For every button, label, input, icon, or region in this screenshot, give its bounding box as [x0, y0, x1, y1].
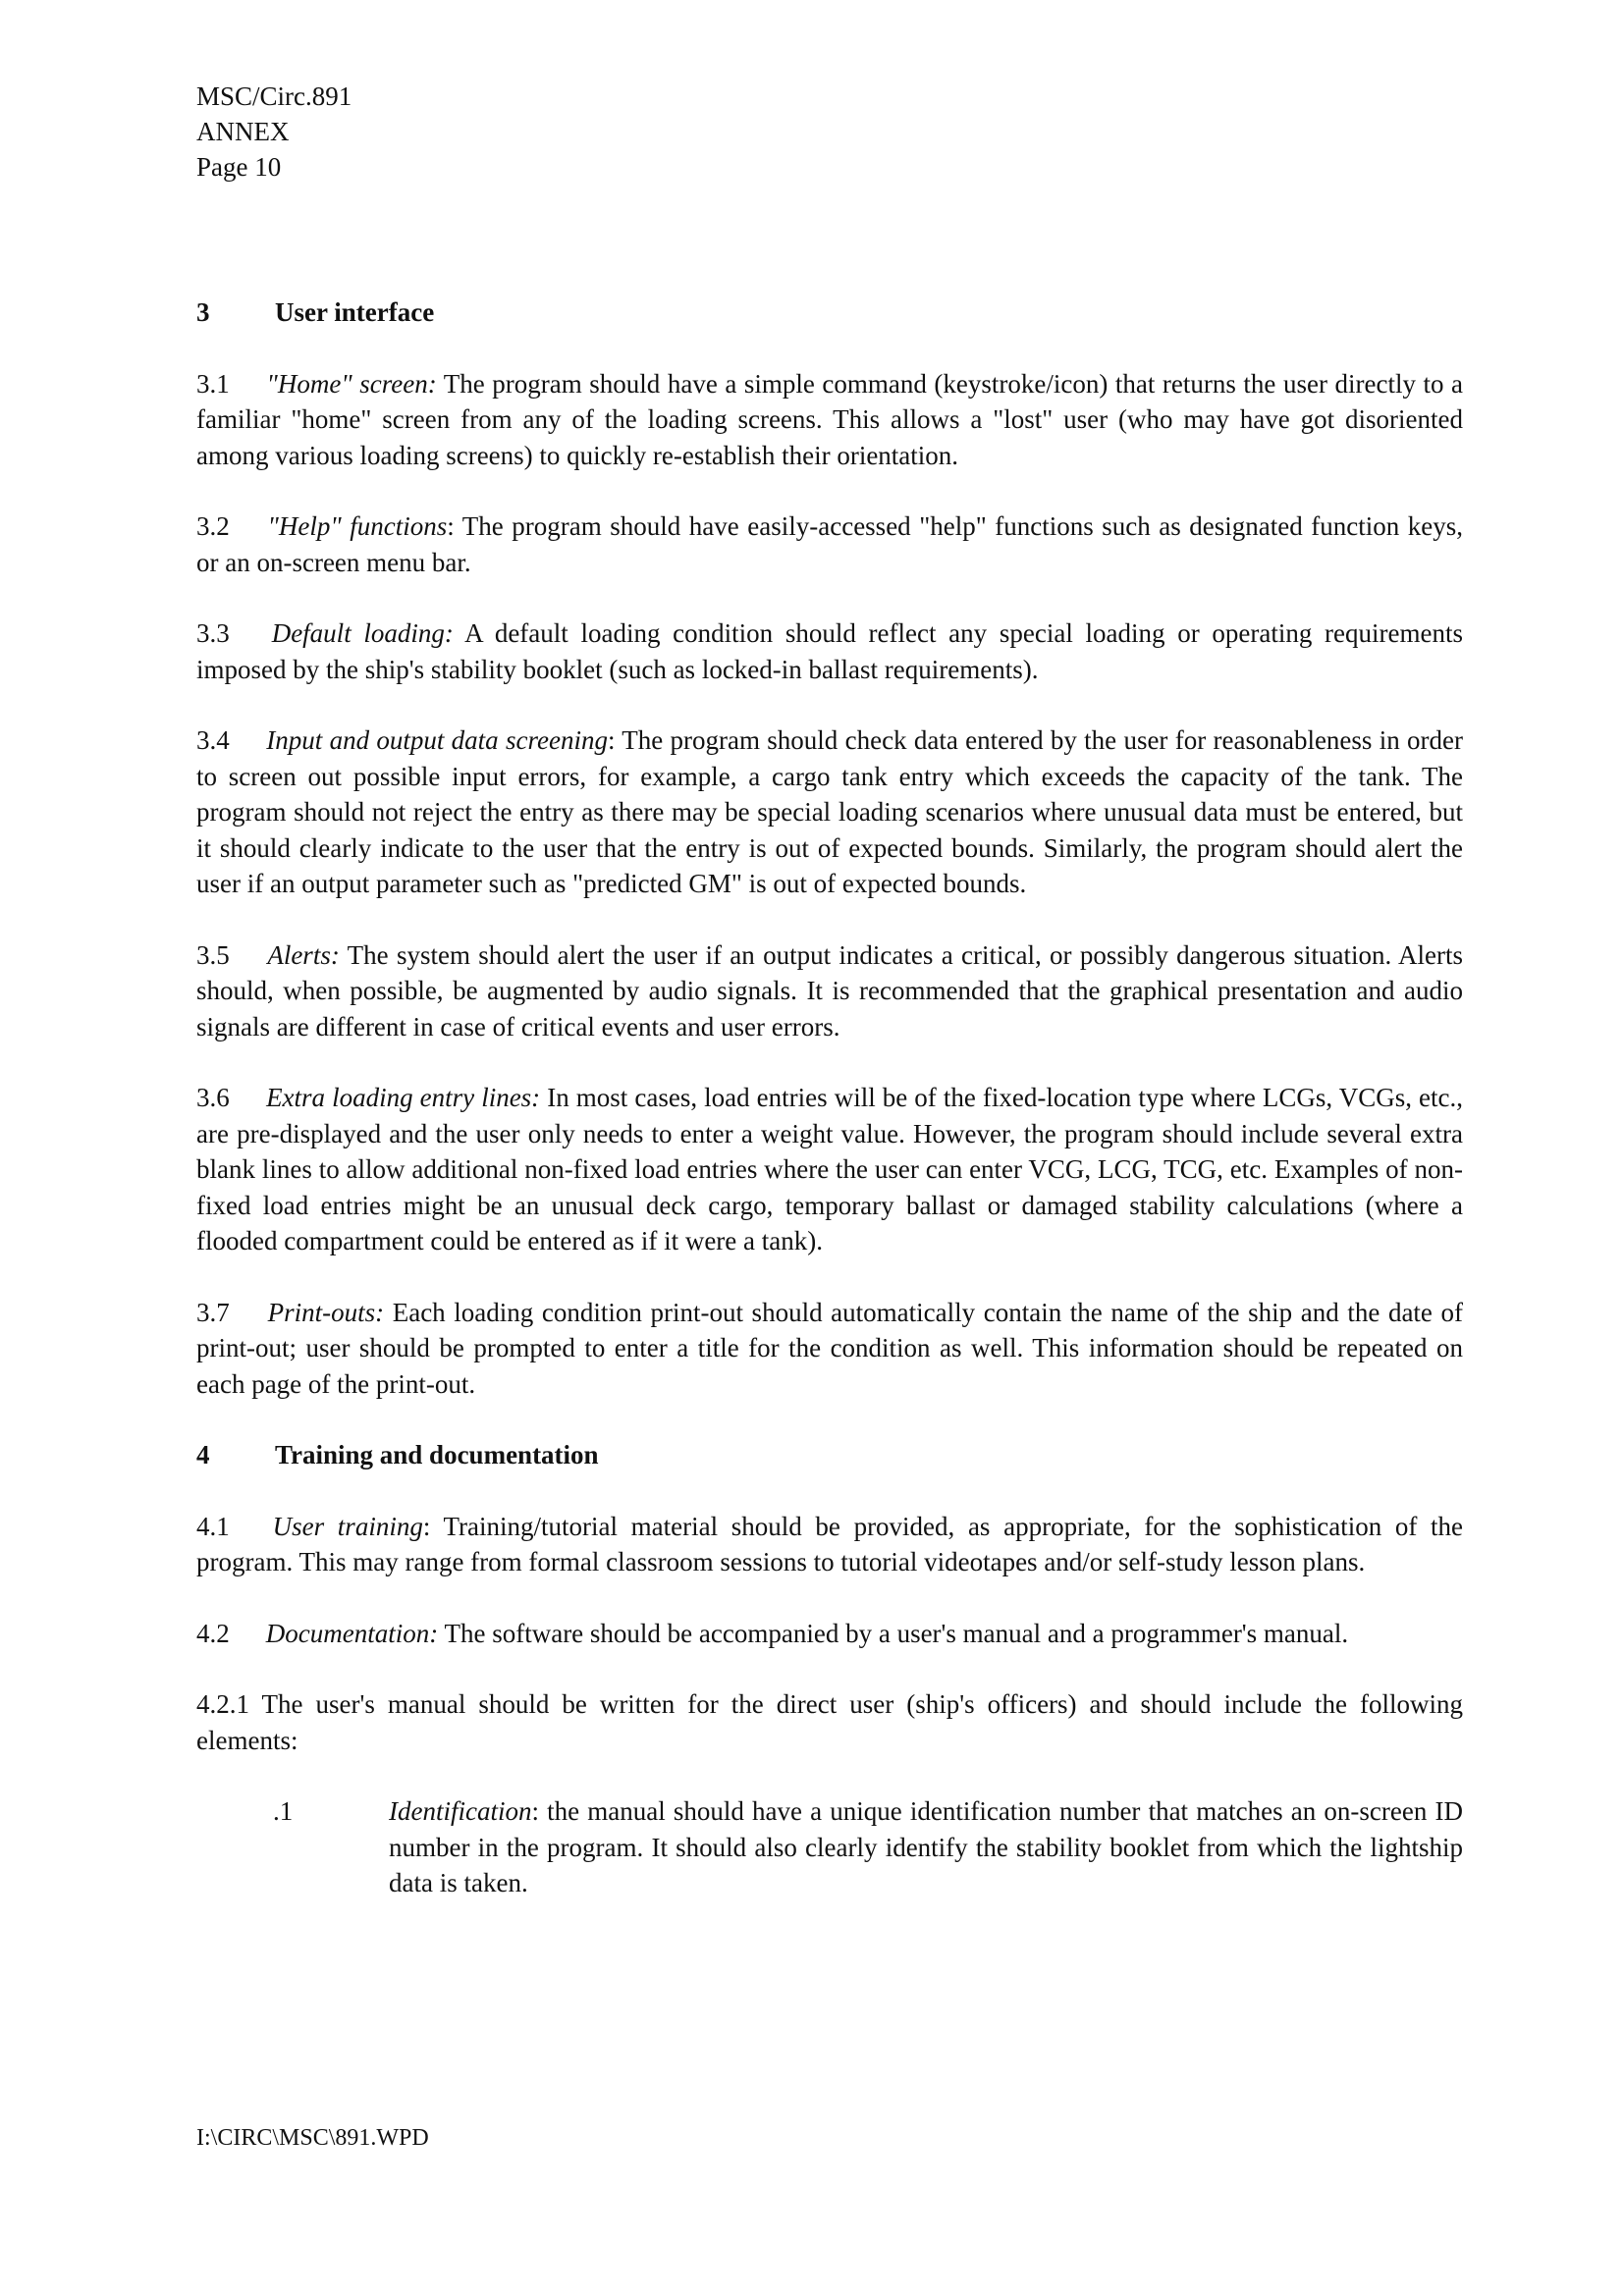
- list-item-title: Identification: [389, 1796, 532, 1826]
- section-heading-3: [196, 294, 1463, 331]
- paragraph-title: Print-outs:: [267, 1297, 385, 1327]
- paragraph-title: Default loading:: [271, 618, 454, 648]
- paragraph-number: 4.2.1: [196, 1689, 249, 1719]
- section-title: User interface: [275, 297, 435, 327]
- header-page-number: Page 10: [196, 152, 282, 182]
- paragraph-3-5: [196, 937, 1463, 1045]
- list-item-1: [196, 1793, 1463, 1901]
- paragraph-text: A default loading condition should reflect any special loading or operating requirements imposed by the ship's stability booklet (such as locked-in ballast requirements).: [196, 618, 1464, 684]
- paragraph-4-1: [196, 1509, 1463, 1580]
- paragraph-text: The user's manual should be written for the direct user (ship's officers) and should include the following elements:: [196, 1689, 1463, 1755]
- paragraph-number: 3.2: [196, 511, 230, 541]
- paragraph-title: Input and output data screening: [266, 725, 608, 755]
- paragraph-text: : The program should have easily-accessed "help" functions such as designated function keys, or an on-screen menu bar.: [196, 511, 1464, 577]
- paragraph-number: 3.5: [196, 939, 230, 970]
- paragraph-text: The system should alert the user if an output indicates a critical, or possibly dangerous situation. Alerts should, when possible, be augmented by audio signals. It is recommended that the graphical presentation and audio signals are different in case of critical events and user errors.: [196, 939, 1464, 1041]
- paragraph-text: The program should have a simple command (keystroke/icon) that returns the user directly to a familiar "home" screen from any of the loading screens. This allows a "lost" user (who may have got disoriented among various loading screens) to quickly re-establish their orientation.: [196, 368, 1464, 470]
- page-header: [196, 79, 352, 185]
- section-title: Training and documentation: [275, 1440, 599, 1469]
- paragraph-title: Documentation:: [265, 1618, 439, 1648]
- document-body: [196, 294, 1463, 1937]
- paragraph-number: 3.3: [196, 618, 230, 648]
- paragraph-3-2: [196, 508, 1463, 580]
- paragraph-text: : The program should check data entered by the user for reasonableness in order to screen out possible input errors, for example, a cargo tank entry which exceeds the capacity of the tank. The program should not reject the entry as there may be special loading scenarios where unusual data must be entered, but it should clearly indicate to the user that the entry is out of expected bounds. Similarly, the program should alert the user if an output parameter such as "predicted GM" is out of expected bounds.: [196, 725, 1463, 898]
- header-circular-ref: MSC/Circ.891: [196, 81, 352, 111]
- page-footer-file-path: I:\CIRC\MSC\891.WPD: [196, 2125, 429, 2151]
- section-heading-4: [196, 1437, 1463, 1473]
- paragraph-3-7: [196, 1295, 1463, 1403]
- paragraph-number: 3.6: [196, 1083, 230, 1112]
- paragraph-title: User training: [272, 1511, 423, 1541]
- paragraph-number: 3.4: [196, 725, 230, 755]
- paragraph-title: "Home" screen:: [266, 368, 437, 399]
- paragraph-4-2: [196, 1616, 1463, 1652]
- paragraph-3-6: [196, 1080, 1463, 1259]
- list-item-text: : the manual should have a unique identification number that matches an on-screen ID number in the program. It should also clearly identify the stability booklet from which the lightship data is taken.: [389, 1796, 1463, 1897]
- paragraph-text: : Training/tutorial material should be provided, as appropriate, for the sophistication of the program. This may range from formal classroom sessions to tutorial videotapes and/or self-study lesson plans.: [196, 1511, 1463, 1576]
- paragraph-3-3: [196, 615, 1463, 687]
- paragraph-title: "Help" functions: [267, 511, 448, 541]
- paragraph-3-1: [196, 366, 1463, 474]
- paragraph-number: 3.7: [196, 1297, 230, 1327]
- paragraph-number: 4.2: [196, 1618, 230, 1648]
- paragraph-text: The software should be accompanied by a user's manual and a programmer's manual.: [444, 1618, 1349, 1648]
- paragraph-title: Alerts:: [267, 939, 340, 970]
- paragraph-number: 3.1: [196, 368, 230, 399]
- header-annex: ANNEX: [196, 117, 290, 146]
- section-number: 3: [196, 297, 210, 327]
- paragraph-title: Extra loading entry lines:: [266, 1083, 541, 1112]
- section-number: 4: [196, 1440, 210, 1469]
- paragraph-3-4: [196, 722, 1463, 902]
- paragraph-number: 4.1: [196, 1511, 230, 1541]
- paragraph-4-2-1: [196, 1686, 1463, 1758]
- paragraph-text: Each loading condition print-out should automatically contain the name of the ship and the date of print-out; user should be prompted to enter a title for the condition as well. This information should be repeated on each page of the print-out.: [196, 1297, 1464, 1399]
- paragraph-text: In most cases, load entries will be of the fixed-location type where LCGs, VCGs, etc., are pre-displayed and the user only needs to enter a weight value. However, the program should include several extra blank lines to allow additional non-fixed load entries where the user can enter VCG, LCG, TCG, etc. Examples of non-fixed load entries might be an unusual deck cargo, temporary ballast or damaged stability calculations (where a flooded compartment could be entered as if it were a tank).: [196, 1083, 1464, 1255]
- list-item-number: .1: [273, 1796, 294, 1826]
